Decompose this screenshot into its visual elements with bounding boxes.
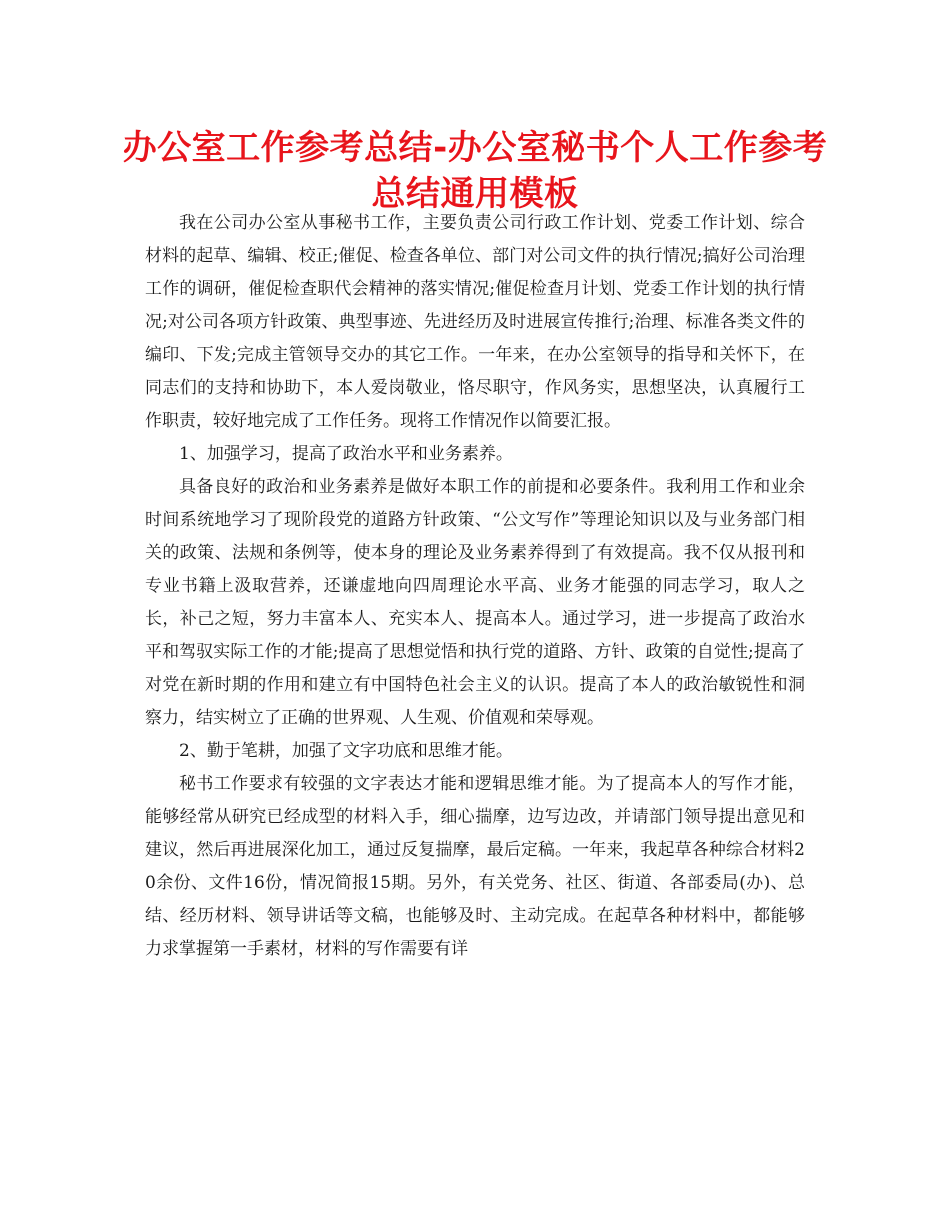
paragraph-writing: 秘书工作要求有较强的文字表达才能和逻辑思维才能。为了提高本人的写作才能，能够经常从研究已经成型的材料入手，细心揣摩，边写边改，并请部门领导提出意见和建议，然后再进展深化加工，通过反复揣摩，最后定稿。一年来，我起草各种综合材料20余份、文件16份，情况简报15期。另外，有关党务、社区、街道、各部委局(办)、总结、经历材料、领导讲话等文稿，也能够及时、主动完成。在起草各种材料中，都能够力求掌握第一手素材，材料的写作需要有详 [145, 774, 805, 959]
section-heading-2: 2、勤于笔耕，加强了文字功底和思维才能。 [179, 741, 513, 761]
paragraph-intro: 我在公司办公室从事秘书工作，主要负责公司行政工作计划、党委工作计划、综合材料的起草、编辑、校正;催促、检查各单位、部门对公司文件的执行情况;搞好公司治理工作的调研，催促检查职代会精神的落实情况;催促检查月计划、党委工作计划的执行情况;对公司各项方针政策、典型事迹、先进经历及时进展宣传推行;治理、标准各类文件的编印、下发;完成主管领导交办的其它工作。一年来，在办公室领导的指导和关怀下，在同志们的支持和协助下，本人爱岗敬业，恪尽职守，作风务实，思想坚决，认真履行工作职责，较好地完成了工作任务。现将工作情况作以简要汇报。 [145, 213, 805, 431]
section-heading-1: 1、加强学习，提高了政治水平和业务素养。 [179, 444, 513, 464]
paragraph-study: 具备良好的政治和业务素养是做好本职工作的前提和必要条件。我利用工作和业余时间系统地学习了现阶段党的道路方针政策、“公文写作”等理论知识以及与业务部门相关的政策、法规和条例等，使本身的理论及业务素养得到了有效提高。我不仅从报刊和专业书籍上汲取营养，还谦虚地向四周理论水平高、业务才能强的同志学习，取人之长，补己之短，努力丰富本人、充实本人、提高本人。通过学习，进一步提高了政治水平和驾驭实际工作的才能;提高了思想觉悟和执行党的道路、方针、政策的自觉性;提高了对党在新时期的作用和建立有中国特色社会主义的认识。提高了本人的政治敏锐性和洞察力，结实树立了正确的世界观、人生观、价值观和荣辱观。 [145, 477, 805, 728]
document-body [145, 207, 805, 966]
document-title: 办公室工作参考总结-办公室秘书个人工作参考总结通用模板 [122, 128, 828, 214]
